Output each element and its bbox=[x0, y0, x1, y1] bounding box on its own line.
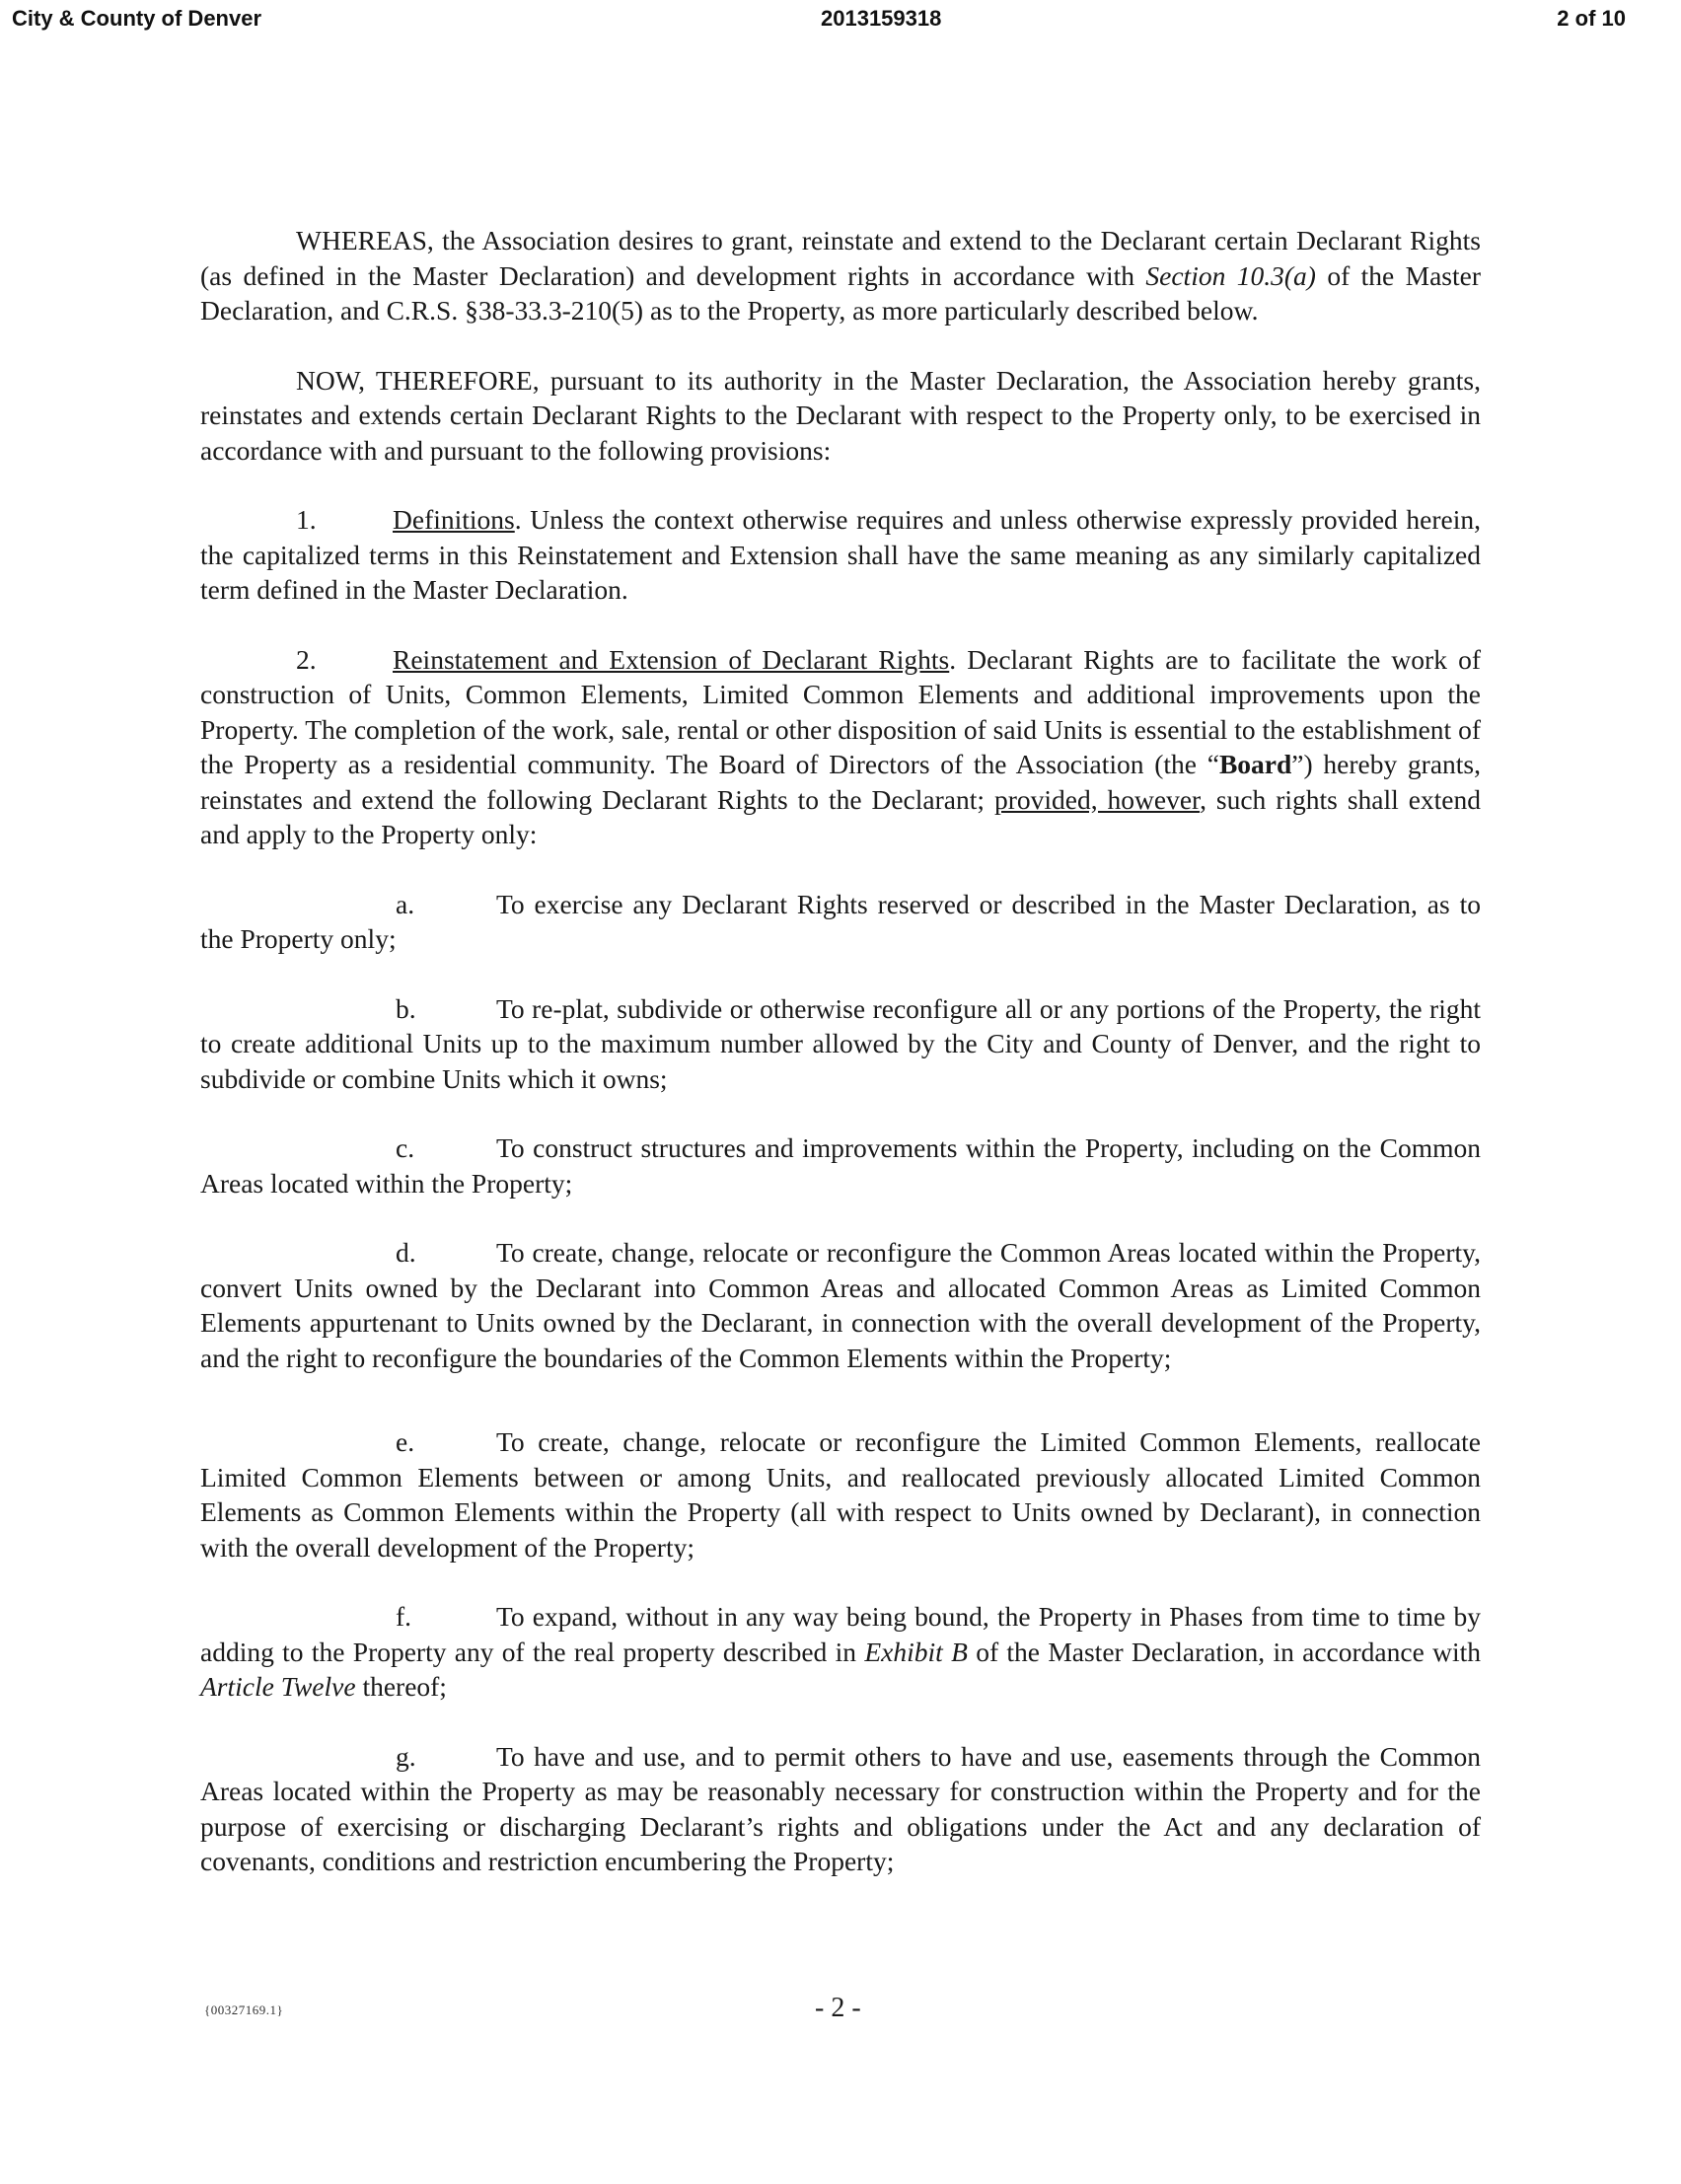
document-body bbox=[200, 223, 1481, 1914]
footer-page-number: - 2 - bbox=[815, 1993, 861, 2023]
county-name: City & County of Denver bbox=[12, 6, 262, 31]
item-label: e. bbox=[396, 1426, 415, 1457]
item-label: d. bbox=[396, 1237, 416, 1268]
footer-document-id: {00327169.1} bbox=[204, 2002, 284, 2017]
section-2-reinstatement: 2. Reinstatement and Extension of Declarant Rights. Declarant Rights are to facilitate the work of construction of Units, Common Elements, Limited Common Elements and additional improvements upon the Property. The completion of the work, sale, rental or other disposition of said Units is essential to the establishment of the Property as a residential community. The Board of Directors of the Association (the “Board”) hereby grants, reinstates and extend the following Declarant Rights to the Declarant; provided, however, such rights shall extend and apply to the Property only: bbox=[200, 643, 1481, 849]
item-label: b. bbox=[396, 992, 416, 1024]
section-heading: Definitions bbox=[393, 504, 515, 535]
proviso: provided, however bbox=[993, 783, 1201, 815]
item-b: b. To re-plat, subdivide or otherwise reconfigure all or any portions of the Property, the right to create additional Units up to the maximum number allowed by the City and County of Denver, and the right to subdivide or combine Units which it owns; bbox=[200, 992, 1481, 1094]
item-label: g. bbox=[396, 1740, 416, 1772]
reception-number: 2013159318 bbox=[821, 6, 942, 31]
item-e: e. To create, change, relocate or reconfigure the Limited Common Elements, reallocate Limited Common Elements between or among Units, and reallocated previously allocated Limited Common Elements as Common Elements within the Property (all with respect to Units owned by Declarant), in connection with the overall development of the Property; bbox=[200, 1426, 1481, 1563]
item-label: a. bbox=[396, 888, 415, 919]
item-f: f. To expand, without in any way being bound, the Property in Phases from time to time by adding to the Property any of the real property described in Exhibit B of the Master Declaration, in accordance with Article Twelve thereof; bbox=[200, 1601, 1481, 1702]
whereas-paragraph: WHEREAS, the Association desires to grant, reinstate and extend to the Declarant certain Declarant Rights (as defined in the Master Declaration) and development rights in accordance with Section 10.3(a) of the Master Declaration, and C.R.S. §38-33.3-210(5) as to the Property, as more particularly described below. bbox=[200, 225, 1481, 326]
recording-header bbox=[0, 6, 1681, 36]
section-reference: Section 10.3(a) bbox=[1145, 259, 1316, 291]
page-count: 2 of 10 bbox=[1557, 6, 1626, 31]
item-label: c. bbox=[396, 1132, 415, 1163]
item-label: f. bbox=[396, 1601, 412, 1632]
section-number: 1. bbox=[296, 504, 317, 535]
defined-term-board: Board bbox=[1218, 749, 1292, 779]
item-a: a. To exercise any Declarant Rights reserved or described in the Master Declaration, as to the Property only; bbox=[200, 888, 1481, 954]
section-1-definitions: 1. Definitions. Unless the context otherwise requires and unless otherwise expressly provided herein, the capitalized terms in this Reinstatement and Extension shall have the same meaning as any similarly capitalized term defined in the Master Declaration. bbox=[200, 504, 1481, 605]
item-c: c. To construct structures and improvements within the Property, including on the Common Areas located within the Property; bbox=[200, 1132, 1481, 1199]
article-reference: Article Twelve bbox=[200, 1671, 356, 1702]
section-number: 2. bbox=[296, 643, 317, 675]
now-therefore-paragraph: NOW, THEREFORE, pursuant to its authority in the Master Declaration, the Association hereby grants, reinstates and extends certain Declarant Rights to the Declarant with respect to the Property only, to be exercised in accordance with and pursuant to the following provisions: bbox=[200, 364, 1481, 466]
section-heading: Reinstatement and Extension of Declarant Rights bbox=[393, 643, 950, 675]
item-d: d. To create, change, relocate or reconfigure the Common Areas located within the Property, convert Units owned by the Declarant into Common Areas and allocated Common Areas as Limited Common Elements appurtenant to Units owned by the Declarant, in connection with the overall development of the Property, and the right to reconfigure the boundaries of the Common Elements within the Property; bbox=[200, 1237, 1481, 1373]
exhibit-reference: Exhibit B bbox=[864, 1636, 968, 1667]
item-g: g. To have and use, and to permit others to have and use, easements through the Common Areas located within the Property as may be reasonably necessary for construction within the Property and for the purpose of exercising or discharging Declarant’s rights and obligations under the Act and any declaration of covenants, conditions and restriction encumbering the Property; bbox=[200, 1740, 1481, 1876]
